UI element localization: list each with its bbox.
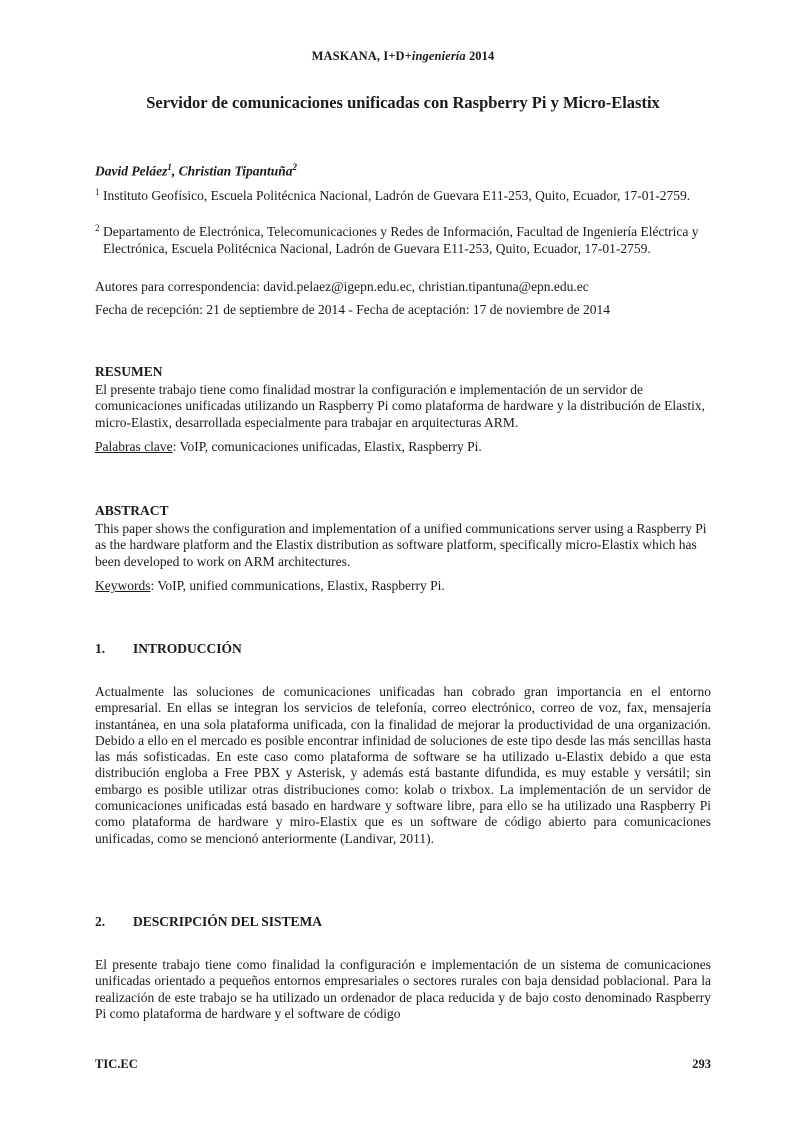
section-title: DESCRIPCIÓN DEL SISTEMA [133, 914, 323, 929]
dates-line: Fecha de recepción: 21 de septiembre de 2014 - Fecha de aceptación: 17 de noviembre de 2014 [95, 302, 611, 317]
affiliation-text: Instituto Geofísico, Escuela Politécnica Nacional, Ladrón de Guevara E11-253, Quito, Ecuador, 17-01-2759. [103, 188, 691, 203]
correspondence-line: Autores para correspondencia: david.pelaez@igepn.edu.ec, christian.tipantuna@epn.edu.ec [95, 279, 589, 294]
resumen-body: El presente trabajo tiene como finalidad mostrar la configuración e implementación de un servidor de comunicaciones unificadas utilizando un Raspberry Pi como plataforma de hardware y la distribución de Elastix, micro-Elastix, desarrollada especialmente para trabajar en arquitecturas ARM. [95, 382, 705, 430]
abstract-keywords: Keywords: VoIP, unified communications, Elastix, Raspberry Pi. [95, 578, 445, 593]
author-affil-mark: 1 [167, 162, 172, 172]
section-body-introduccion: Actualmente las soluciones de comunicaciones unificadas han cobrado gran importancia en el entorno empresarial. En ellas se integran los servicios de telefonía, correo electrónico, correo de voz, fax, mensajería instantánea, en una sola plataforma unificada, con la finalidad de mejorar la productividad de una organización. Debido a ello en el mercado es posible encontrar infinidad de soluciones de este tipo desde las más sencillas hasta las más sofisticadas. En este caso como plataforma de software se ha utilizado u-Elastix debido a que esta distribución engloba a Free PBX y Asterisk, y además está bastante difundida, es muy estable y versátil; sin embargo es posible utilizar otras distribuciones como: kolab o trixbox. La implementación de un servidor de comunicaciones unificadas está basado en hardware y software libre, para ello se ha utilizado una Raspberry Pi como plataforma de hardware y miro-Elastix que es un software de código abierto para comunicaciones unificadas, como se mencionó anteriormente (Landivar, 2011). [95, 684, 711, 846]
abstract-body: This paper shows the configuration and implementation of a unified communications server using a Raspberry Pi as the hardware platform and the Elastix distribution as software platform, specifically micro-Elastix which has been developed to work on ARM architectures. [95, 521, 707, 569]
section-number: 2. [95, 914, 106, 929]
section-title: INTRODUCCIÓN [133, 641, 242, 656]
affiliation-1 [95, 187, 711, 204]
journal-header: MASKANA, I+D+ingeniería 2014 [311, 49, 495, 63]
section-heading-introduccion [95, 641, 242, 657]
section-heading-descripcion [95, 914, 322, 930]
footer-journal-label: TIC.EC [95, 1057, 138, 1071]
resumen-heading: RESUMEN [95, 364, 163, 379]
abstract-heading: ABSTRACT [95, 503, 169, 518]
affiliation-number: 2 [95, 223, 100, 233]
affiliation-number: 1 [95, 187, 100, 197]
keywords-label: Keywords [95, 578, 151, 593]
paper-page [95, 0, 711, 1122]
section-body-descripcion: El presente trabajo tiene como finalidad la configuración e implementación de un sistema de comunicaciones unificadas orientado a pequeños entornos empresariales o sectores rurales con baja densidad poblacional. Para la realización de este trabajo se ha utilizado un ordenador de placa reducida y de bajo costo denominado Raspberry Pi como plataforma de hardware y el software de código [95, 957, 711, 1021]
author-affil-mark: 2 [292, 162, 298, 172]
page-number: 293 [692, 1057, 711, 1071]
resumen-keywords: Palabras clave: VoIP, comunicaciones unificadas, Elastix, Raspberry Pi. [95, 439, 482, 454]
author-name: David Peláez [95, 163, 168, 179]
keywords-label: Palabras clave [95, 439, 173, 454]
author-name: Christian Tipantuña [178, 163, 293, 179]
author-list: David Peláez$^1$, Christian Tipantuña$^2$ [95, 162, 298, 179]
affiliation-2 [95, 223, 711, 257]
section-number: 1. [95, 641, 106, 656]
paper-title: Servidor de comunicaciones unificadas con Raspberry Pi y Micro-Elastix [146, 93, 660, 112]
affiliation-text: Departamento de Electrónica, Telecomunicaciones y Redes de Información, Facultad de Ingeniería Eléctrica y Electrónica, Escuela Politécnica Nacional, Ladrón de Guevara E11-253, Quito, Ecuador, 17-01-2759. [103, 224, 699, 256]
